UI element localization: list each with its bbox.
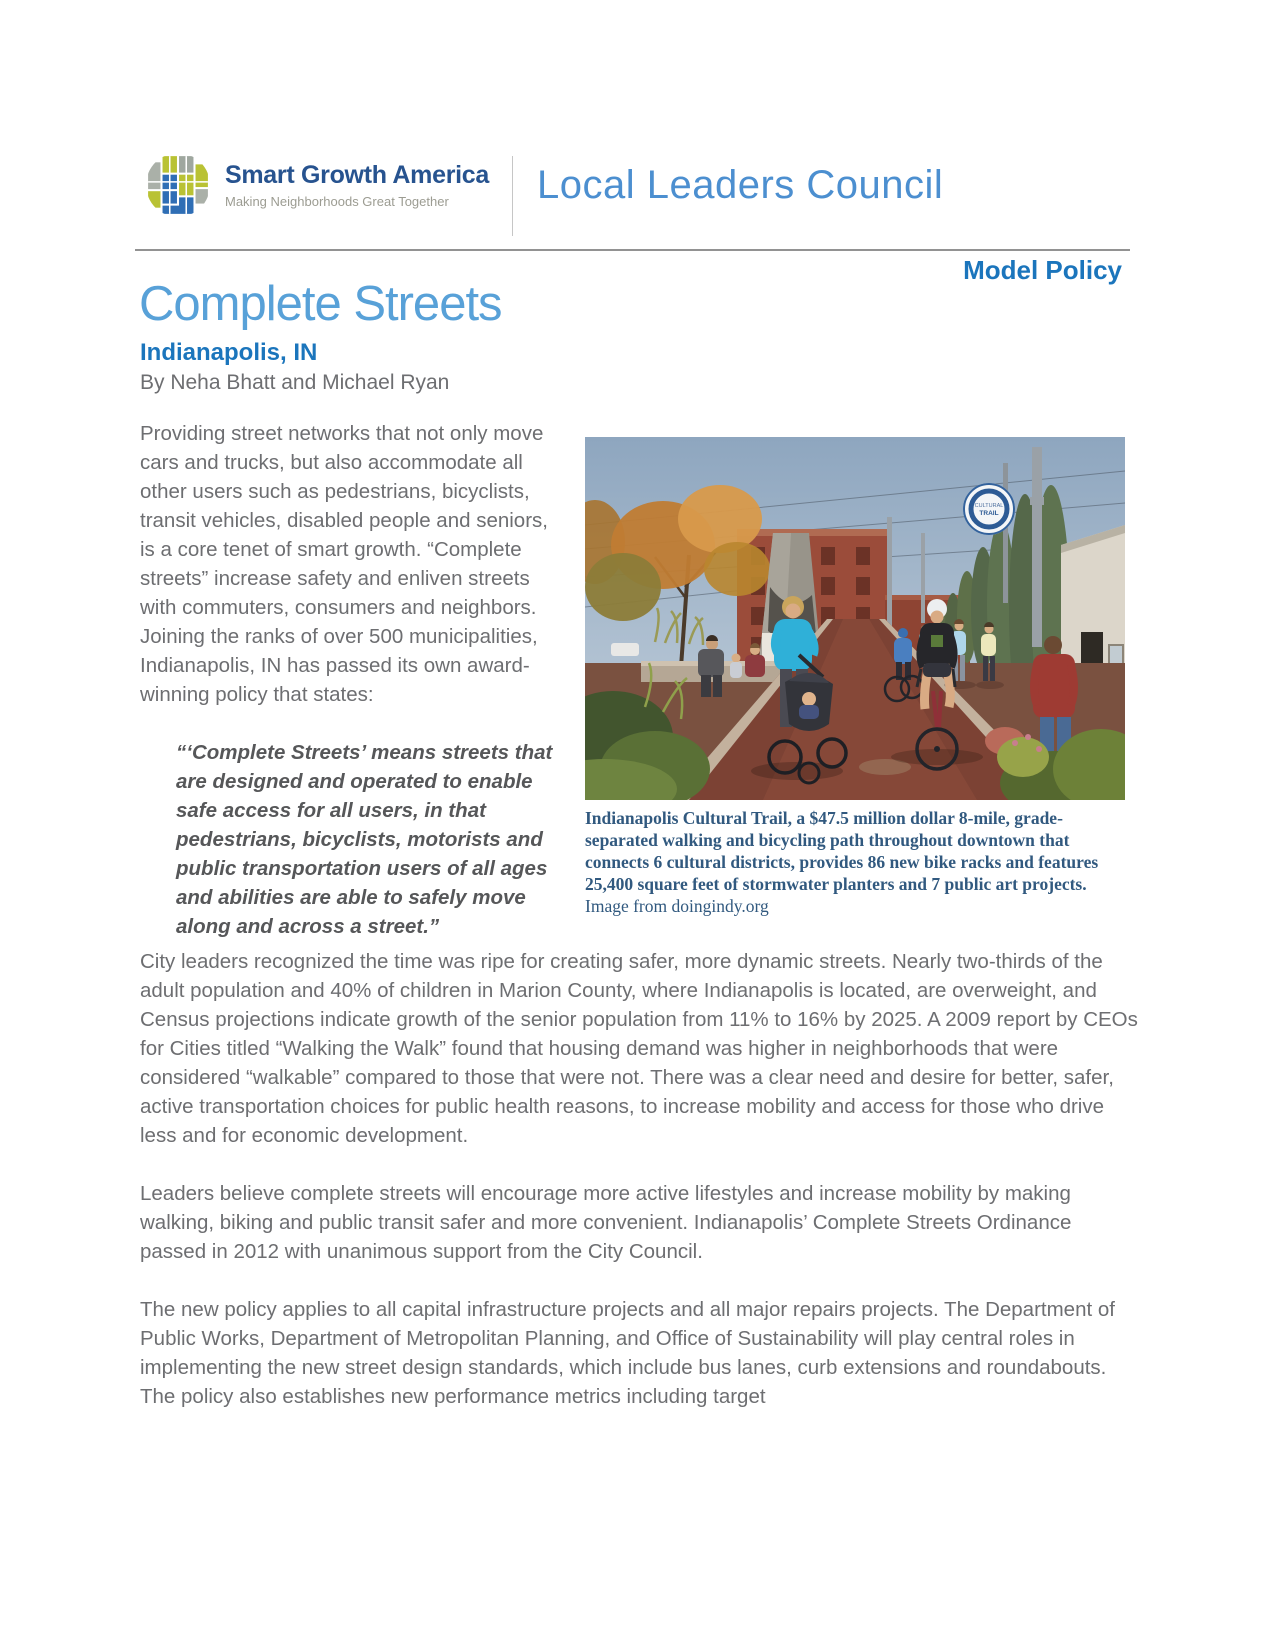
sign-text-line1: CULTURAL [974,503,1004,509]
body-copy [140,947,1140,1440]
photo-caption [585,807,1125,917]
header-divider [512,156,513,236]
cultural-trail-photo [585,437,1125,800]
parked-van [611,643,639,656]
sign-text-line2: TRAIL [979,510,999,517]
brand-tagline: Making Neighborhoods Great Together [225,194,449,209]
intro-column [140,419,564,941]
byline: By Neha Bhatt and Michael Ryan [140,371,450,394]
policy-quote: “‘Complete Streets’ means streets that are designed and operated to enable safe access for all users, in that pedestrians, bicyclists, motorists and public transportation users of all ages and abilities are able to safely move along and across a street.” [176,741,553,938]
page-subtitle-location: Indianapolis, IN [140,339,318,366]
body-paragraph: City leaders recognized the time was ripe for creating safer, more dynamic streets. Nearly two-thirds of the adult population and 40% of children in Marion County, where Indianapolis is located, are overweight, and Census projections indicate growth of the senior population from 11% to 16% by 2025. A 2009 report by CEOs for Cities titled “Walking the Walk” found that housing demand was higher in neighborhoods that were considered “walkable” compared to those that were not. There was a clear need and desire for better, safer, active transportation choices for public health reasons, to increase mobility and access for those who drive less and for economic development. [140,950,1138,1147]
cultural-trail-sign [963,483,1015,535]
photo-figure [585,437,1125,917]
program-title: Local Leaders Council [537,163,944,207]
intro-paragraph: Providing street networks that not only move cars and trucks, but also accommodate all other users such as pedestrians, bicyclists, transit vehicles, disabled people and seniors, is a core tenet of smart growth. “Complete streets” increase safety and enliven streets with commuters, consumers and neighbors. Joining the ranks of over 500 municipalities, Indianapolis, IN has passed its own award-winning policy that states: [140,422,548,706]
header-rule [135,249,1130,251]
model-policy-label: Model Policy [963,255,1122,285]
photo-credit: Image from doingindy.org [585,896,769,916]
brand-lockup [145,152,489,218]
smart-growth-america-logo-icon [145,152,211,218]
body-paragraph: The new policy applies to all capital infrastructure projects and all major repairs projects. The Department of Public Works, Department of Metropolitan Planning, and Office of Sustainability will play central roles in implementing the new street design standards, which include bus lanes, curb extensions and roundabouts. The policy also establishes new performance metrics including target [140,1298,1115,1408]
page-title: Complete Streets [139,277,502,331]
cultural-trail-illustration [585,437,1125,800]
body-paragraph: Leaders believe complete streets will encourage more active lifestyles and increase mobility by making walking, biking and public transit safer and more convenient. Indianapolis’ Complete Streets Ordinance passed in 2012 with unanimous support from the City Council. [140,1182,1072,1263]
brand-text [225,161,489,209]
photo-caption-text: Indianapolis Cultural Trail, a $47.5 million dollar 8-mile, grade-separated walking and bicycling path throughout downtown that connects 6 cultural districts, provides 86 new bike racks and features 25,400 square feet of stormwater planters and 7 public art projects. [585,808,1099,894]
brand-name: Smart Growth America [225,161,489,189]
